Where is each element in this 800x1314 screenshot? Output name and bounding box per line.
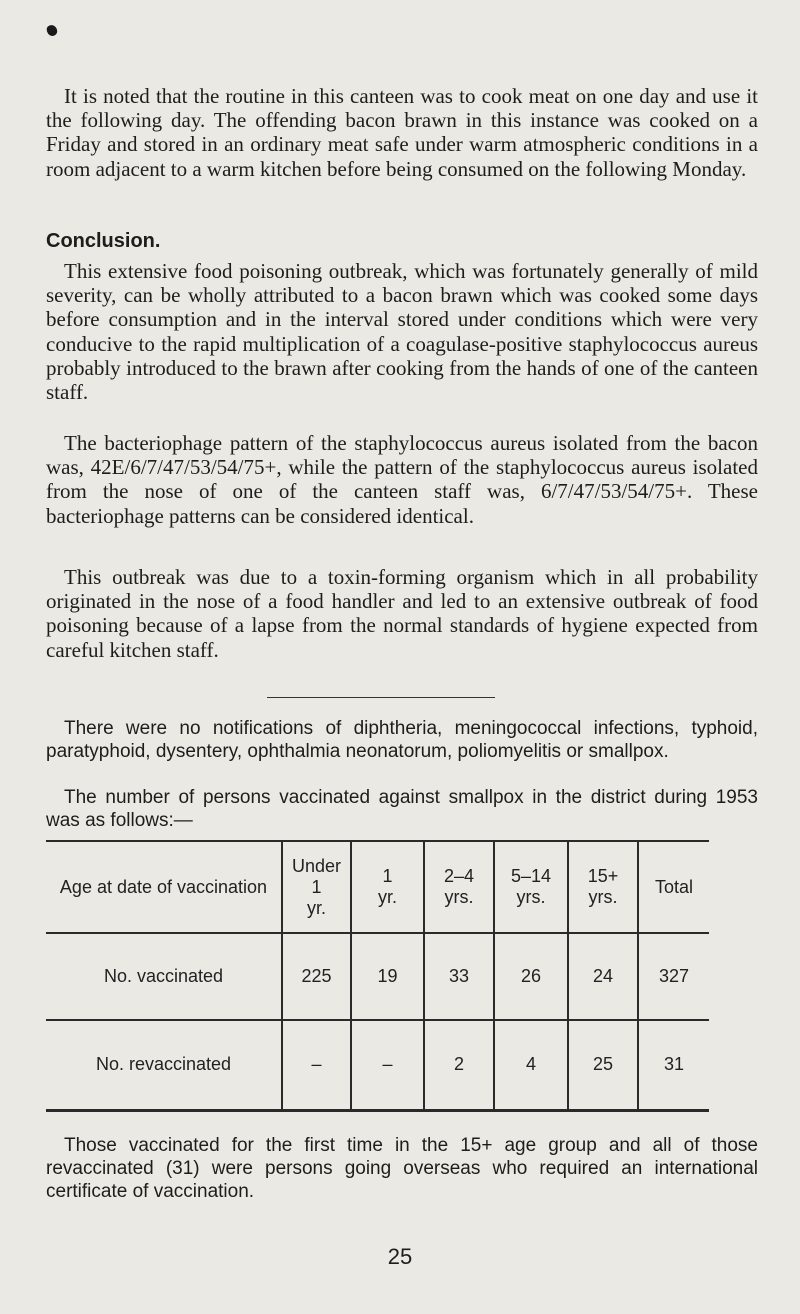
table-row: [46, 1020, 709, 1110]
table-cell: 31: [638, 1020, 709, 1110]
table-cell: 25: [568, 1020, 638, 1110]
header-text: yr.: [306, 897, 326, 918]
header-text: yr.: [377, 887, 397, 907]
header-text: 15+: [587, 866, 619, 886]
page-number: 25: [387, 1244, 413, 1269]
table-cell: 24: [568, 933, 638, 1020]
paragraph-toxin-organism: This outbreak was due to a toxin-forming organism which in all probability originated in the nose of a food handler and led to an extensive outbreak of food poisoning because of a lapse from the normal standards of hygiene expected from careful kitchen staff.: [46, 565, 758, 662]
header-text: 1: [311, 876, 322, 897]
table-cell: 33: [424, 933, 494, 1020]
header-col-under-1: [282, 841, 351, 933]
header-col-total: [638, 841, 709, 933]
header-text: 1: [382, 866, 393, 886]
paragraph-vaccination-intro: The number of persons vaccinated against smallpox in the district during 1953 was as follows:—: [46, 787, 758, 831]
table-cell: –: [282, 1020, 351, 1110]
vaccination-table: [46, 840, 709, 1112]
header-col-5-14: [494, 841, 568, 933]
table-header-row: [46, 841, 709, 933]
table-cell: 26: [494, 933, 568, 1020]
header-text: yrs.: [444, 887, 474, 907]
table-cell: 225: [282, 933, 351, 1020]
header-text: Under: [291, 855, 342, 876]
table-cell: 327: [638, 933, 709, 1020]
header-text: 2–4: [443, 866, 475, 886]
paragraph-notifications: There were no notifications of diphtheria, meningococcal infections, typhoid, paratyphoid, dysentery, ophthalmia neonatorum, poliomyelitis or smallpox.: [46, 718, 758, 762]
row-label-vaccinated: No. vaccinated: [103, 966, 224, 986]
header-text: Total: [654, 876, 694, 897]
header-col-2-4: [424, 841, 494, 933]
header-text: yrs.: [588, 887, 618, 907]
header-text: yrs.: [516, 887, 546, 907]
section-divider: [267, 697, 495, 698]
table-cell: 4: [494, 1020, 568, 1110]
ink-blot-mark: [46, 24, 59, 38]
table-cell: 19: [351, 933, 424, 1020]
paragraph-canteen-routine: It is noted that the routine in this canteen was to cook meat on one day and use it the following day. The offending bacon brawn in this instance was cooked on a Friday and stored in an ordinary meat safe under warm atmospheric conditions in a room adjacent to a warm kitchen before being consumed on the following Monday.: [46, 84, 758, 181]
table-cell: 2: [424, 1020, 494, 1110]
conclusion-heading: Conclusion.: [46, 230, 161, 252]
header-text: 5–14: [510, 866, 552, 886]
table-cell: –: [351, 1020, 424, 1110]
header-age-label: Age at date of vaccination: [59, 876, 268, 897]
paragraph-bacteriophage-pattern: The bacteriophage pattern of the staphylococcus aureus isolated from the bacon was, 42E/6/7/47/53/54/75+, while the pattern of the staphylococcus aureus isolated from the nose of one of the canteen staff was, 6/7/47/53/54/75+. These bacteriophage patterns can be considered identical.: [46, 431, 758, 528]
row-label-revaccinated: No. revaccinated: [95, 1054, 232, 1075]
paragraph-conclusion-outbreak: This extensive food poisoning outbreak, which was fortunately generally of mild severity, can be wholly attributed to a bacon brawn which was cooked some days before consumption and in the interval stored under conditions which were very conducive to the rapid multiplication of a coagulase-positive staphylococcus aureus probably introduced to the brawn after cooking from the hands of one of the canteen staff.: [46, 259, 758, 405]
header-col-15-plus: [568, 841, 638, 933]
table-row: [46, 933, 709, 1020]
header-col-1: [351, 841, 424, 933]
paragraph-vaccination-footnote: Those vaccinated for the first time in the 15+ age group and all of those revaccinated (31) were persons going overseas who required an international certificate of vaccination.: [46, 1135, 758, 1202]
